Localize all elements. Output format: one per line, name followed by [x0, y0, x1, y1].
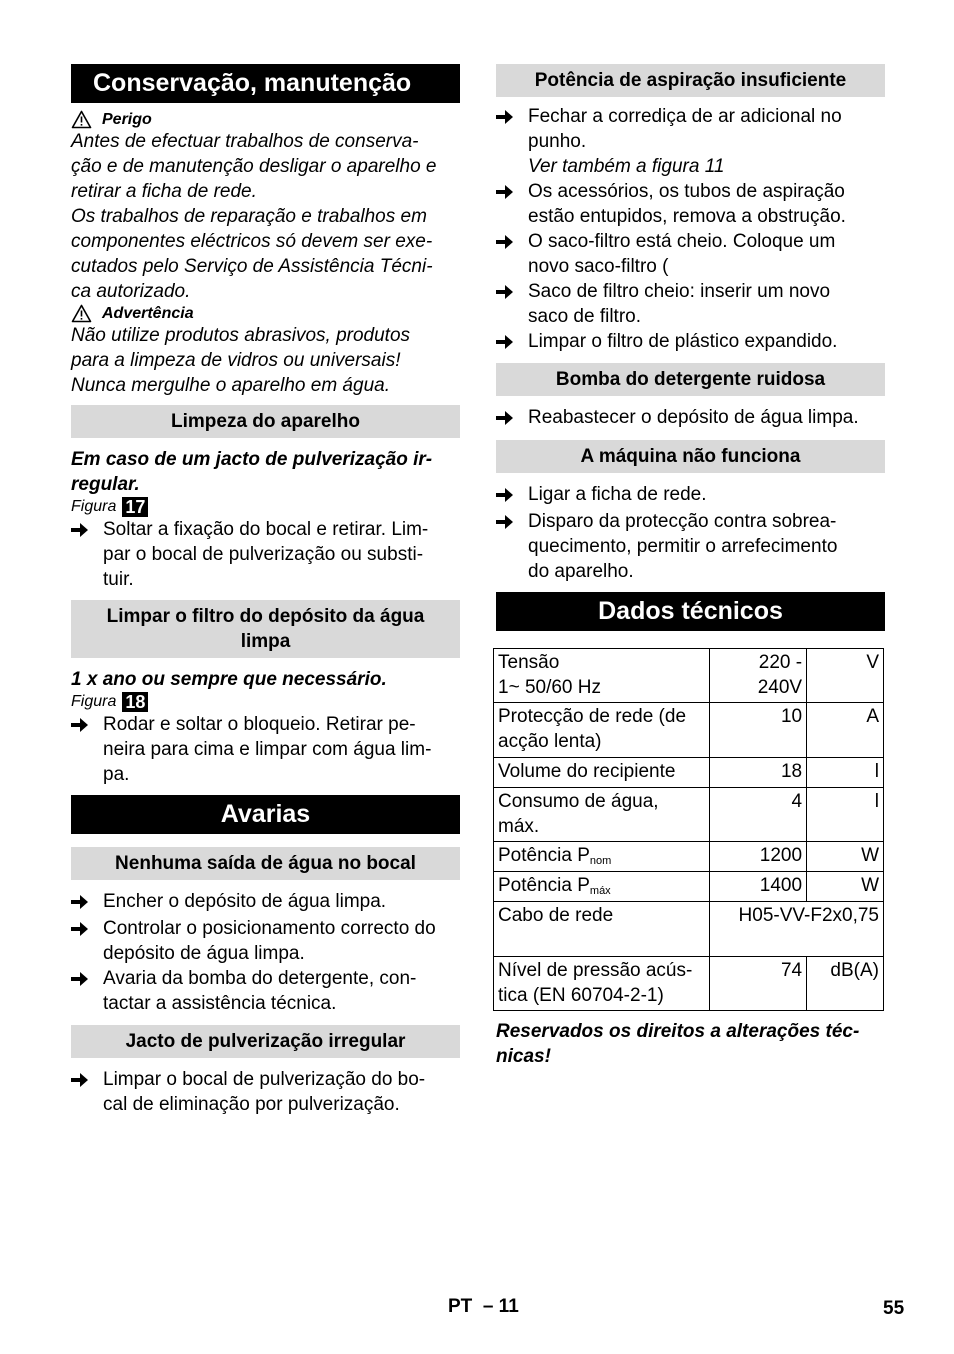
- section-title-maquina: A máquina não funciona: [496, 440, 885, 473]
- left-column: [71, 64, 460, 1117]
- specs-table: [493, 648, 884, 1011]
- table-row: Consumo de água, máx. 4 l: [494, 788, 884, 842]
- list-item: Limpar o filtro de plástico expandido.: [496, 329, 885, 356]
- filtro-intro: 1 x ano ou sempre que necessário.: [71, 669, 387, 690]
- arrow-right-icon: [71, 517, 103, 592]
- list-item: Disparo da protecção contra sobrea- quecimento, permitir o arrefecimento do aparelho.: [496, 509, 885, 584]
- arrow-right-icon: [71, 966, 103, 1016]
- table-row: Nível de pressão acús- tica (EN 60704-2-1) 74 dB(A): [494, 957, 884, 1011]
- table-row: Potência $P_{máx}$ 1400 W: [494, 872, 884, 902]
- list-item: Saco de filtro cheio: inserir um novo saco de filtro.: [496, 279, 885, 329]
- arrow-right-icon: [496, 179, 528, 229]
- table-row: Potência $P_{nom}$ 1200 W: [494, 842, 884, 872]
- specs-note: Reservados os direitos a alterações téc- nicas!: [496, 1021, 860, 1067]
- section-title-limpeza: Limpeza do aparelho: [71, 405, 460, 438]
- figure-note: Ver também a figura 11: [528, 156, 725, 177]
- list-item: O saco-filtro está cheio. Coloque um novo saco-filtro (: [496, 229, 885, 279]
- table-row: Protecção de rede (de acção lenta) 10 A: [494, 703, 884, 758]
- table-row: Cabo de rede H05-VV-F2x0,75: [494, 902, 884, 957]
- arrow-right-icon: [496, 104, 528, 154]
- arrow-right-icon: [71, 889, 103, 916]
- list-item: Ligar a ficha de rede.: [496, 482, 885, 509]
- section-title-avarias: Avarias: [71, 795, 460, 834]
- arrow-right-icon: [496, 405, 528, 432]
- list-item: Encher o depósito de água limpa.: [71, 889, 460, 916]
- arrow-right-icon: [71, 916, 103, 966]
- perigo-label: Perigo: [102, 110, 152, 128]
- list-item: Controlar o posicionamento correcto do depósito de água limpa.: [71, 916, 460, 966]
- section-title-nenhuma: Nenhuma saída de água no bocal: [71, 847, 460, 880]
- figure-number-badge: 18: [122, 692, 148, 712]
- list-item: Reabastecer o depósito de água limpa.: [496, 405, 885, 432]
- advertencia-text: Não utilize produtos abrasivos, produtos para a limpeza de vidros ou universais! Nunca mergulhe o aparelho em água.: [71, 325, 411, 396]
- table-row: Volume do recipiente 18 l: [494, 758, 884, 788]
- section-title-bomba: Bomba do detergente ruidosa: [496, 363, 885, 396]
- list-item: Limpar o bocal de pulverização do bo- cal de eliminação por pulverização.: [71, 1067, 460, 1117]
- list-item: Soltar a fixação do bocal e retirar. Lim- par o bocal de pulverização ou substi- tuir.: [71, 517, 460, 592]
- section-title-potencia: Potência de aspiração insuficiente: [496, 64, 885, 97]
- arrow-right-icon: [496, 279, 528, 329]
- perigo-text: Antes de efectuar trabalhos de conserva- ção e de manutenção desligar o aparelho e retirar a ficha de rede. Os trabalhos de reparação e trabalhos em componentes eléctricos só devem ser exe- cutados pelo Serviço de Assistência Técni- ca autorizado.: [71, 131, 437, 302]
- arrow-right-icon: [496, 509, 528, 584]
- section-title-conservacao: Conservação, manutenção: [71, 64, 460, 103]
- arrow-right-icon: [71, 1067, 103, 1117]
- arrow-right-icon: [496, 329, 528, 356]
- arrow-right-icon: [496, 229, 528, 279]
- arrow-right-icon: [496, 482, 528, 509]
- arrow-right-icon: [71, 712, 103, 787]
- right-column: [496, 64, 885, 1069]
- figure-number-badge: 17: [122, 497, 148, 517]
- page-number: 55: [883, 1298, 905, 1319]
- figure-reference: Figura 17: [71, 497, 460, 517]
- limpeza-intro: Em caso de um jacto de pulverização ir- regular.: [71, 449, 433, 495]
- warning-icon: [71, 110, 92, 129]
- section-title-jacto: Jacto de pulverização irregular: [71, 1025, 460, 1058]
- list-item: Fechar a corrediça de ar adicional no punho.: [496, 104, 885, 154]
- list-item: Os acessórios, os tubos de aspiração estão entupidos, remova a obstrução.: [496, 179, 885, 229]
- page-label: PT – 11: [448, 1296, 519, 1317]
- advertencia-label: Advertência: [102, 304, 194, 322]
- section-title-filtro: Limpar o filtro do depósito da água limpa: [71, 600, 460, 658]
- perigo-heading: [71, 110, 460, 129]
- section-title-dados: Dados técnicos: [496, 592, 885, 631]
- figure-reference: Figura 18: [71, 692, 460, 712]
- list-item: Rodar e soltar o bloqueio. Retirar pe- neira para cima e limpar com água lim- pa.: [71, 712, 460, 787]
- warning-icon: [71, 304, 92, 323]
- table-row: Tensão 1~ 50/60 Hz 220 - 240V V: [494, 649, 884, 703]
- advertencia-heading: [71, 304, 460, 323]
- list-item: Avaria da bomba do detergente, con- tactar a assistência técnica.: [71, 966, 460, 1016]
